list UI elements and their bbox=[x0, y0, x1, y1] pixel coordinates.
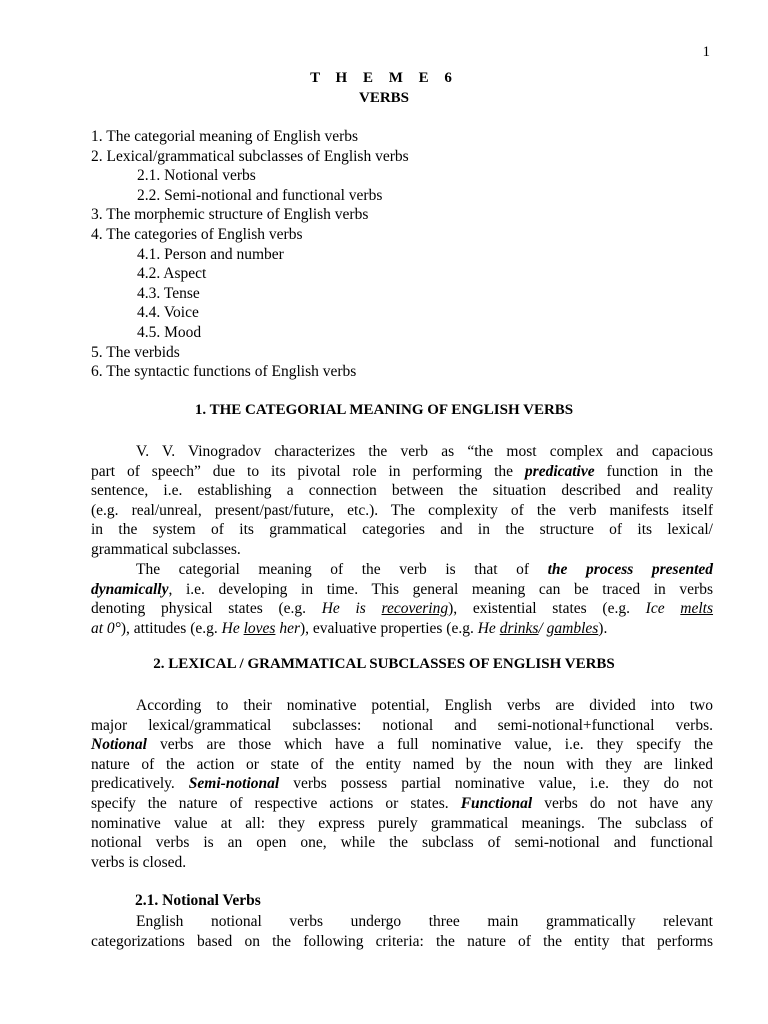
subsection-heading: 2.1. Notional Verbs bbox=[135, 892, 261, 909]
toc-item: 3. The morphemic structure of English verbs bbox=[91, 206, 369, 224]
theme-subtitle: VERBS bbox=[358, 90, 410, 106]
toc-item: 4.3. Tense bbox=[137, 284, 200, 302]
toc-item: 2. Lexical/grammatical subclasses of English verbs bbox=[91, 147, 409, 165]
paragraph: According to their nominative potential, English verbs are divided into two major lexical/grammatical subclasses: notional and semi-notional+functional verbs. Notional verbs are those which have a full nominative value, i.e. they specify the nature of the action or state of the entity named by the noun with they are linked predicatively. Semi-notional verbs possess partial nominative value, i.e. they do not specify the nature of respective actions or states. Functional verbs do not have any nominative value at all: they express purely grammatical meanings. The subclass of notional verbs is an open one, while the subclass of semi-notional and functional verbs is closed. bbox=[91, 697, 713, 871]
paragraph: The categorial meaning of the verb is that of the process presented dynamically, i.e. developing in time. This general meaning can be traced in verbs denoting physical states (e.g. He is recovering), existential states (e.g. Ice melts at 0°), attitudes (e.g. He loves her), evaluative properties (e.g. He drinks/ gambles). bbox=[91, 561, 714, 637]
toc-item: 4.2. Aspect bbox=[137, 265, 207, 283]
toc-item: 4.5. Mood bbox=[137, 323, 202, 341]
toc-item: 5. The verbids bbox=[91, 343, 180, 361]
paragraph: V. V. Vinogradov characterizes the verb as “the most complex and capacious part of speech” due to its pivotal role in performing the predicative function in the sentence, i.e. establishing a connection between the situation described and reality (e.g. real/unreal, present/past/future, etc.). The complexity of the verb manifests itself in the system of its grammatical categories and in the structure of its lexical/ grammatical subclasses. bbox=[91, 443, 713, 558]
toc-item: 4. The categories of English verbs bbox=[91, 225, 303, 243]
toc-item: 1. The categorial meaning of English verbs bbox=[91, 128, 359, 145]
toc-item: 2.1. Notional verbs bbox=[137, 167, 256, 185]
theme-title: T H E M E 6 bbox=[310, 70, 458, 86]
section-heading: 2. LEXICAL / GRAMMATICAL SUBCLASSES OF ENGLISH VERBS bbox=[153, 656, 615, 672]
toc-item: 4.1. Person and number bbox=[137, 245, 284, 263]
paragraph: English notional verbs undergo three main grammatically relevant categorizations based on the following criteria: the nature of the entity that performs bbox=[91, 913, 713, 950]
table-of-contents bbox=[91, 127, 721, 382]
toc-item: 6. The syntactic functions of English verbs bbox=[91, 363, 357, 381]
toc-item: 4.4. Voice bbox=[137, 304, 199, 322]
toc-item: 2.2. Semi-notional and functional verbs bbox=[137, 186, 383, 204]
page-number: 1 bbox=[702, 44, 710, 60]
section-heading: 1. THE CATEGORIAL MEANING OF ENGLISH VERBS bbox=[194, 402, 574, 418]
